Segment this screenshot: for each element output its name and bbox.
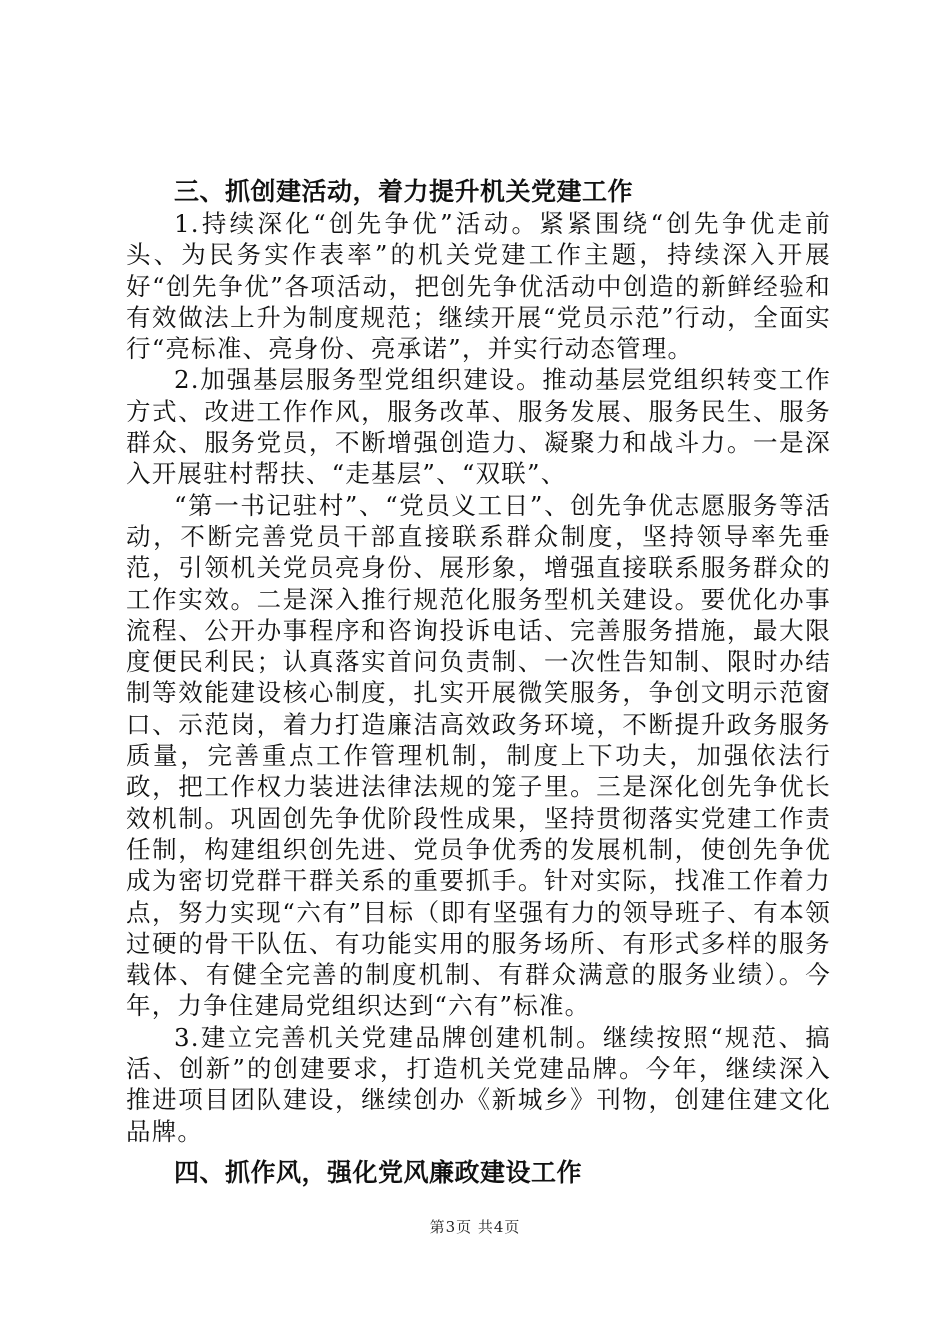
section-heading-3: 三、抓创建活动，着力提升机关党建工作 bbox=[174, 177, 634, 206]
paragraph-item-1: 1.持续深化“创先争优”活动。紧紧围绕“创先争优走前头、为民务实作表率”的机关党建工作主题，持续深入开展好“创先争优”各项活动，把创先争优活动中创造的新鲜经验和有效做法上升为制度规范；继续开展“党员示范”行动，全面实行“亮标准、亮身份、亮承诺”，并实行动态管理。 bbox=[126, 209, 831, 364]
paragraph-item-2-part-2: “第一书记驻村”、“党员义工日”、创先争优志愿服务等活动，不断完善党员干部直接联系群众制度，坚持领导率先垂范，引领机关党员亮身份、展形象，增强直接联系服务群众的工作实效。二是深入推行规范化服务型机关建设。要优化办事流程、公开办事程序和咨询投诉电话、完善服务措施，最大限度便民利民；认真落实首问负责制、一次性告知制、限时办结制等效能建设核心制度，扎实开展微笑服务，争创文明示范窗口、示范岗，着力打造廉洁高效政务环境，不断提升政务服务质量，完善重点工作管理机制，制度上下功夫，加强依法行政，把工作权力装进法律法规的笼子里。三是深化创先争优长效机制。巩固创先争优阶段性成果，坚持贯彻落实党建工作责任制，构建组织创先进、党员争优秀的发展机制，使创先争优成为密切党群干群关系的重要抓手。针对实际，找准工作着力点，努力实现“六有”目标（即有坚强有力的领导班子、有本领过硬的骨干队伍、有功能实用的服务场所、有形式多样的服务载体、有健全完善的制度机制、有群众满意的服务业绩）。今年，力争住建局党组织达到“六有”标准。 bbox=[126, 490, 831, 1021]
document-body bbox=[126, 176, 831, 1189]
section-heading-4: 四、抓作风，强化党风廉政建设工作 bbox=[174, 1157, 583, 1187]
paragraph-item-3: 3.建立完善机关党建品牌创建机制。继续按照“规范、搞活、创新”的创建要求，打造机关党建品牌。今年，继续深入推进项目团队建设，继续创办《新城乡》刊物，创建住建文化品牌。 bbox=[126, 1022, 831, 1146]
paragraph-item-2-part-1: 2.加强基层服务型党组织建设。推动基层党组织转变工作方式、改进工作作风，服务改革、服务发展、服务民生、服务群众、服务党员，不断增强创造力、凝聚力和战斗力。一是深入开展驻村帮扶、“走基层”、“双联”、 bbox=[126, 365, 831, 489]
page-footer: 第3页 共4页 bbox=[429, 1218, 521, 1236]
